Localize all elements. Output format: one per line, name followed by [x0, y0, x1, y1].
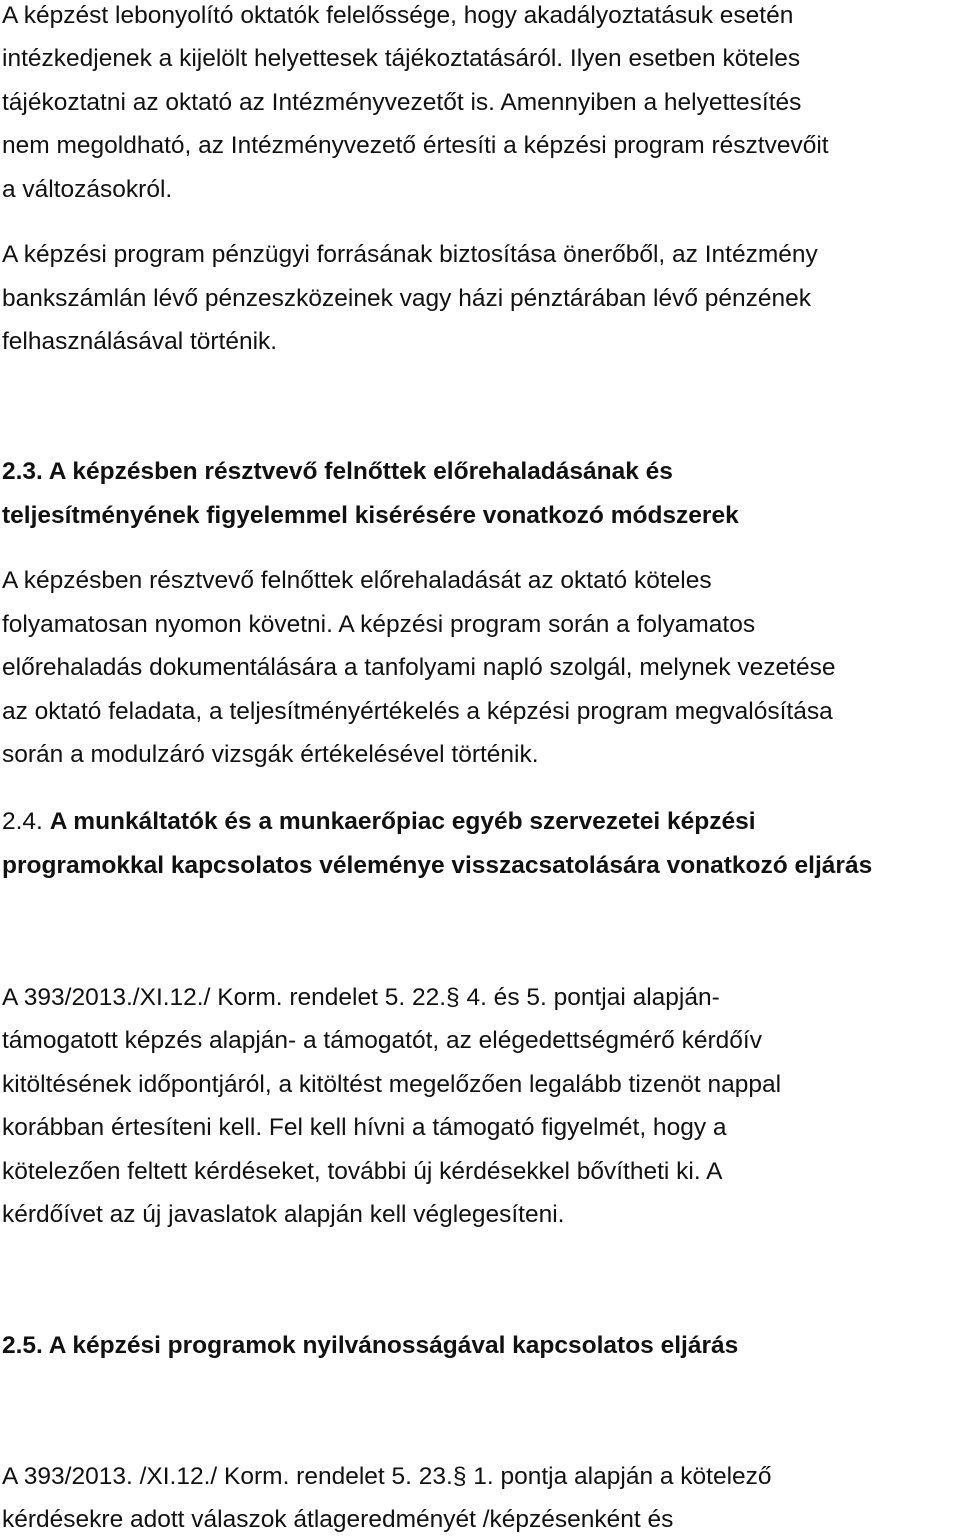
section-2-3-body-line: az oktató feladata, a teljesítményértékelés a képzési program megvalósítása — [2, 698, 833, 725]
paragraph-1-line: tájékoztatni az oktató az Intézményvezetőt is. Amennyiben a helyettesítés — [2, 89, 802, 116]
section-2-5-body-line: A 393/2013. /XI.12./ Korm. rendelet 5. 23.§ 1. pontja alapján a kötelező — [2, 1463, 772, 1490]
section-2-4-body-line: kitöltésének időpontjáról, a kitöltést megelőzően legalább tizenöt nappal — [2, 1071, 782, 1098]
section-2-4-heading — [2, 806, 756, 838]
section-2-4-body-line: támogatott képzés alapján- a támogatót, az elégedettségmérő kérdőív — [2, 1027, 762, 1054]
paragraph-2-line: A képzési program pénzügyi forrásának biztosítása önerőből, az Intézmény — [2, 241, 818, 268]
paragraph-1-line: A képzést lebonyolító oktatók felelőssége, hogy akadályoztatásuk esetén — [2, 2, 794, 29]
section-2-3-body-line: előrehaladás dokumentálására a tanfolyami napló szolgál, melynek vezetése — [2, 654, 836, 681]
section-2-4-body-line: kérdőívet az új javaslatok alapján kell véglegesíteni. — [2, 1201, 565, 1228]
paragraph-1-line: nem megoldható, az Intézményvezető értesíti a képzési program résztvevőit — [2, 132, 829, 159]
section-2-4-number: 2.4. — [2, 808, 43, 835]
paragraph-1-line: a változásokról. — [2, 176, 173, 203]
section-2-3-body-line: folyamatosan nyomon követni. A képzési program során a folyamatos — [2, 611, 756, 638]
section-2-4-heading: programokkal kapcsolatos véleménye visszacsatolására vonatkozó eljárás — [2, 852, 873, 879]
section-2-4-body-line: korábban értesíteni kell. Fel kell hívni a támogató figyelmét, hogy a — [2, 1114, 727, 1141]
section-2-3-body-line: A képzésben résztvevő felnőttek előrehaladását az oktató köteles — [2, 567, 712, 594]
section-2-4-heading-text: A munkáltatók és a munkaerőpiac egyéb szervezetei képzési — [49, 808, 756, 835]
section-2-3-heading: teljesítményének figyelemmel kisérésére vonatkozó módszerek — [2, 502, 739, 529]
paragraph-1-line: intézkedjenek a kijelölt helyettesek tájékoztatásáról. Ilyen esetben köteles — [2, 45, 801, 72]
section-2-5-body-line: kérdésekre adott válaszok átlageredményét /képzésenként és — [2, 1506, 674, 1533]
paragraph-2-line: felhasználásával történik. — [2, 328, 278, 355]
section-2-4-body-line: kötelezően feltett kérdéseket, további új kérdésekkel bővítheti ki. A — [2, 1158, 723, 1185]
section-2-3-heading: 2.3. A képzésben résztvevő felnőttek előrehaladásának és — [2, 458, 673, 485]
section-2-4-body-line: A 393/2013./XI.12./ Korm. rendelet 5. 22.§ 4. és 5. pontjai alapján- — [2, 984, 720, 1011]
section-2-3-body-line: során a modulzáró vizsgák értékelésével történik. — [2, 741, 539, 768]
section-2-5-heading: 2.5. A képzési programok nyilvánosságával kapcsolatos eljárás — [2, 1332, 739, 1359]
paragraph-2-line: bankszámlán lévő pénzeszközeinek vagy házi pénztárában lévő pénzének — [2, 285, 812, 312]
